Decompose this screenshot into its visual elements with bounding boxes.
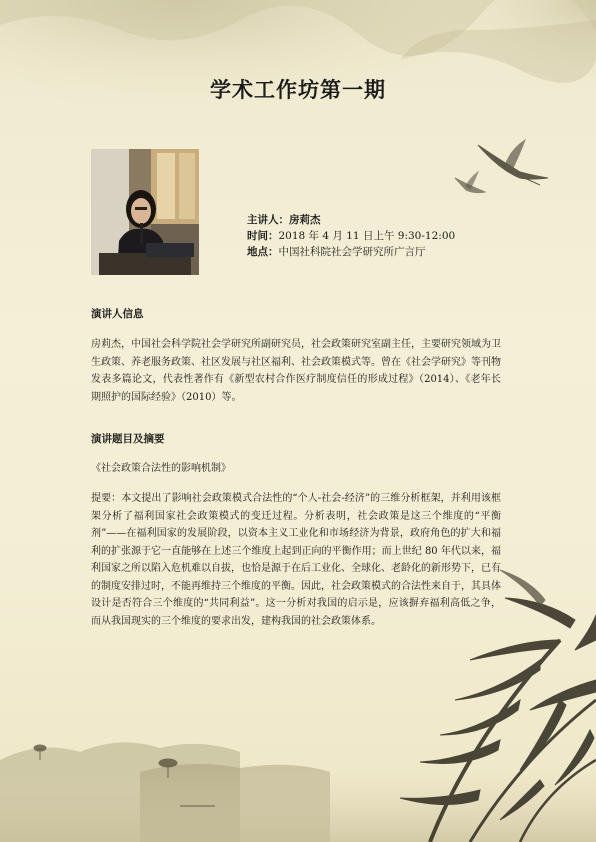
speaker-bio: 房莉杰，中国社会科学院社会学研究所副研究员，社会政策研究室副主任，主要研究领域为卫生政策、养老服务政策、社区发展与社区福利、社会政策模式等。曾在《社会学研究》等刊物发表多篇论文，代表性著作有《新型农村合作医疗制度信任的形成过程》（2014）、《老年长期照护的国际经验》（2010）等。: [91, 339, 501, 403]
page-title: 学术工作坊第一期: [210, 77, 386, 102]
speaker-row: [247, 212, 455, 228]
time-row: [247, 228, 455, 244]
time-value: 2018 年 4 月 11 日上午 9:30-12:00: [278, 230, 456, 242]
talk-heading: 演讲题目及摘要: [91, 433, 165, 445]
talk-topic: 《社会政策合法性的影响机制》: [91, 463, 231, 474]
speaker-label: 主讲人：: [247, 214, 289, 226]
speaker-photo: [91, 149, 199, 275]
place-value: 中国社科院社会学研究所广言厅: [278, 246, 426, 258]
place-row: [247, 244, 455, 260]
talk-abstract: 提要：本文提出了影响社会政策模式合法性的“个人-社会-经济”的三维分析框架，并利用该框架分析了福利国家社会政策模式的变迁过程。分析表明，社会政策是这三个维度的“平衡剂”——在福利国家的发展阶段，以资本主义工业化和市场经济为背景，政府角色的扩大和福利的扩张源于它一直能够在上述三个维度上起到正向的平衡作用；而上世纪 80 年代以来，福利国家之所以陷入危机难以自拔，也恰是源于在后工业化、全球化、老龄化的新形势下，已有的制度安排过时，不能再维持三个维度的平衡。因此，社会政策模式的合法性来自于，其具体设计是否符合三个维度的“共同利益”。这一分析对我国的启示是，应该摒弃福利高低之争，而从我国现实的三个维度的要求出发，建构我国的社会政策体系。: [91, 493, 501, 627]
speaker-details: [247, 212, 455, 260]
speaker-name: 房莉杰: [289, 214, 321, 226]
time-label: 时间：: [247, 230, 279, 242]
speaker-info-heading: 演讲人信息: [91, 308, 144, 320]
place-label: 地点：: [247, 246, 279, 258]
